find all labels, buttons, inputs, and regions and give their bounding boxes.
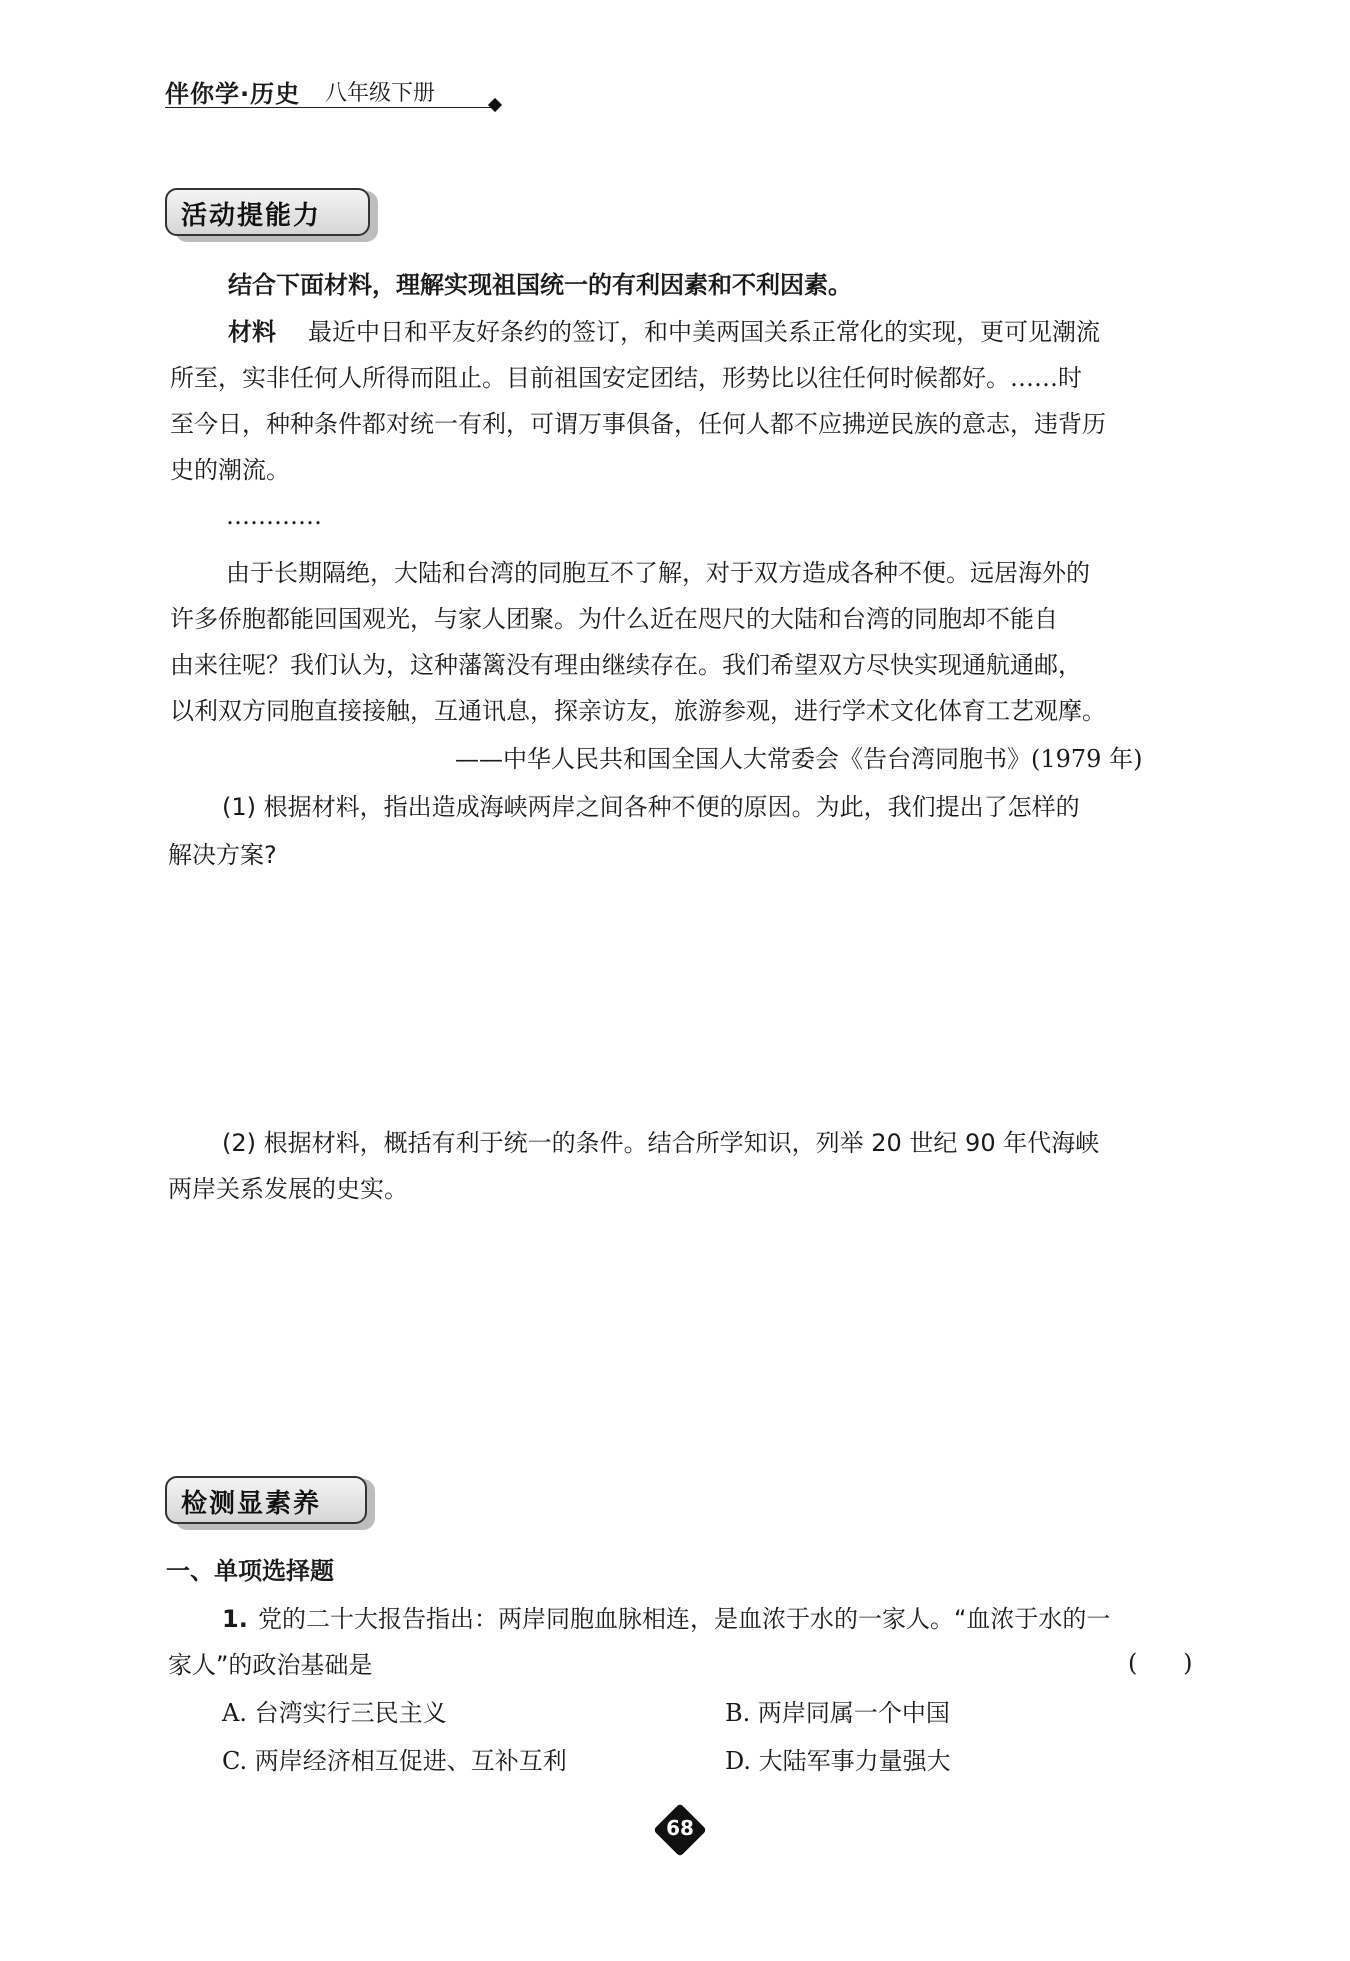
- section-tag-test: [165, 1476, 367, 1524]
- option-c[interactable]: C. 两岸经济相互促进、互补互利: [222, 1747, 567, 1775]
- activity-question-2: 两岸关系发展的史实。: [168, 1175, 408, 1203]
- grade-label: 八年级下册: [325, 81, 436, 106]
- material-line: 由来往呢？我们认为，这种藩篱没有理由继续存在。我们希望双方尽快实现通航通邮，: [170, 651, 1082, 679]
- activity-instruction: 结合下面材料，理解实现祖国统一的有利因素和不利因素。: [228, 271, 852, 299]
- material-line: 至今日，种种条件都对统一有利，可谓万事俱备，任何人都不应拂逆民族的意志，违背历: [170, 410, 1106, 438]
- page-number: 68: [666, 1816, 694, 1840]
- option-b[interactable]: B. 两岸同属一个中国: [725, 1699, 950, 1727]
- running-header: [165, 74, 510, 108]
- question-stem: 家人”的政治基础是: [168, 1651, 373, 1679]
- material-line: 许多侨胞都能回国观光，与家人团聚。为什么近在咫尺的大陆和台湾的同胞却不能自: [170, 605, 1058, 633]
- section-title-activity: 活动提能力: [181, 201, 322, 231]
- material-line: 以利双方同胞直接接触，互通讯息，探亲访友，旅游参观，进行学术文化体育工艺观摩。: [170, 697, 1106, 725]
- material-line: 所至，实非任何人所得而阻止。目前祖国安定团结，形势比以往任何时候都好。……时: [170, 364, 1082, 392]
- question-number: 1.: [222, 1605, 248, 1633]
- material-label: 材料: [228, 318, 276, 346]
- question-stem: 党的二十大报告指出：两岸同胞血脉相连，是血浓于水的一家人。“血浓于水的一: [258, 1605, 1111, 1633]
- material-line: 最近中日和平友好条约的签订，和中美两国关系正常化的实现，更可见潮流: [308, 318, 1100, 346]
- section-tag-activity: [165, 188, 370, 236]
- material-line: 史的潮流。: [170, 456, 290, 484]
- page-number-badge: [657, 1807, 703, 1853]
- option-a[interactable]: A. 台湾实行三民主义: [222, 1699, 447, 1727]
- option-d[interactable]: D. 大陆军事力量强大: [725, 1747, 951, 1775]
- material-source: ——中华人民共和国全国人大常委会《告台湾同胞书》(1979 年): [455, 745, 1143, 773]
- activity-question-1: (1) 根据材料，指出造成海峡两岸之间各种不便的原因。为此，我们提出了怎样的: [222, 793, 1080, 821]
- activity-question-1: 解决方案?: [168, 841, 277, 869]
- book-brand: 伴你学·历史: [165, 80, 301, 108]
- section-title-test: 检测显素养: [181, 1489, 322, 1519]
- part-title: 一、单项选择题: [166, 1557, 334, 1585]
- diamond-icon: [488, 98, 502, 112]
- activity-question-2: (2) 根据材料，概括有利于统一的条件。结合所学知识，列举 20 世纪 90 年代海峡: [222, 1129, 1100, 1157]
- answer-blank[interactable]: ( ): [1128, 1649, 1193, 1677]
- header-rule: [165, 107, 495, 108]
- material-ellipsis: …………: [226, 502, 322, 530]
- material-line: 由于长期隔绝，大陆和台湾的同胞互不了解，对于双方造成各种不便。远居海外的: [226, 559, 1090, 587]
